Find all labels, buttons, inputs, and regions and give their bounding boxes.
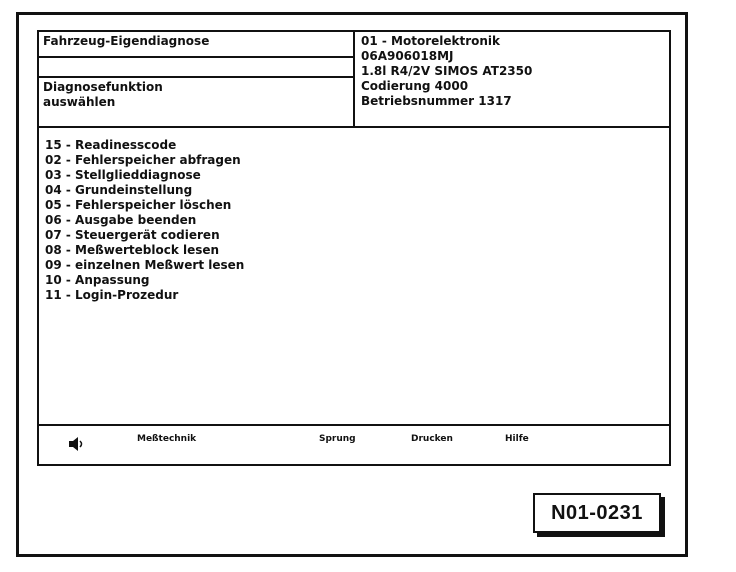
divider [39, 56, 353, 58]
speaker-icon[interactable] [67, 436, 85, 452]
figure-id-label: N01-0231 [533, 493, 661, 533]
divider [39, 76, 353, 78]
ecu-operator-number: Betriebsnummer 1317 [361, 94, 512, 108]
measurement-button[interactable]: Meßtechnik [137, 434, 197, 444]
menu-item-07[interactable]: 07 - Steuergerät codieren [45, 228, 220, 242]
function-menu [45, 138, 645, 303]
function-label-line1: Diagnosefunktion [43, 80, 163, 94]
page-frame [16, 12, 688, 557]
help-button[interactable]: Hilfe [505, 434, 529, 444]
menu-item-04[interactable]: 04 - Grundeinstellung [45, 183, 193, 197]
menu-item-05[interactable]: 05 - Fehlerspeicher löschen [45, 198, 232, 212]
menu-item-10[interactable]: 10 - Anpassung [45, 273, 150, 287]
menu-item-11[interactable]: 11 - Login-Prozedur [45, 288, 179, 302]
header-title: Fahrzeug-Eigendiagnose [43, 34, 210, 48]
menu-item-03[interactable]: 03 - Stellglieddiagnose [45, 168, 201, 182]
ecu-coding: Codierung 4000 [361, 79, 469, 93]
header-left-panel [39, 32, 355, 126]
menu-item-06[interactable]: 06 - Ausgabe beenden [45, 213, 197, 227]
ecu-info-panel [361, 34, 661, 109]
jump-button[interactable]: Sprung [319, 434, 356, 444]
ecu-part-number: 06A906018MJ [361, 49, 454, 63]
menu-item-15[interactable]: 15 - Readinesscode [45, 138, 177, 152]
menu-item-08[interactable]: 08 - Meßwerteblock lesen [45, 243, 220, 257]
header-area [39, 32, 669, 128]
ecu-component: 1.8l R4/2V SIMOS AT2350 [361, 64, 533, 78]
ecu-name: 01 - Motorelektronik [361, 34, 501, 48]
print-button[interactable]: Drucken [411, 434, 453, 444]
menu-item-02[interactable]: 02 - Fehlerspeicher abfragen [45, 153, 241, 167]
menu-item-09[interactable]: 09 - einzelnen Meßwert lesen [45, 258, 245, 272]
diagnostic-screen [37, 30, 671, 466]
function-label-line2: auswählen [43, 95, 116, 109]
footer-toolbar [39, 424, 669, 464]
